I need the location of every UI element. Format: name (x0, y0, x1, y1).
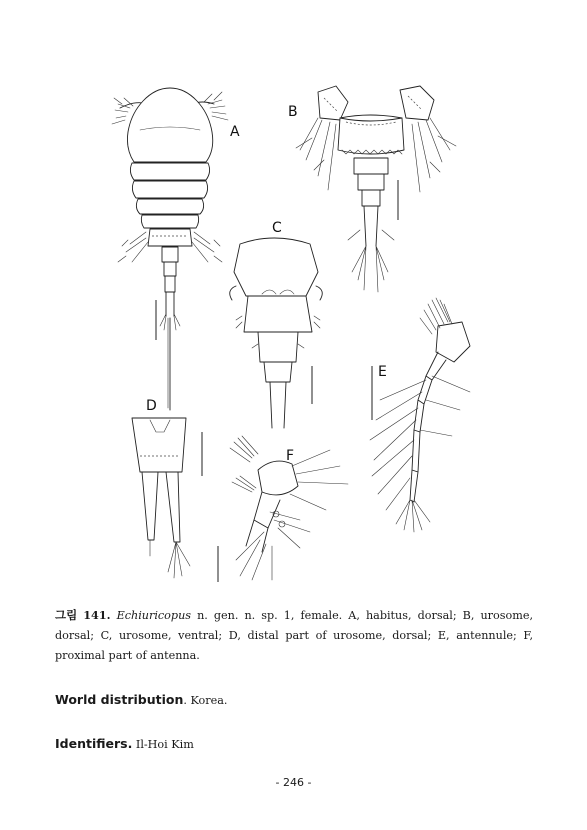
panel-label-d: D (146, 398, 157, 414)
identifiers-section (55, 736, 194, 751)
figure-caption (55, 605, 533, 666)
panel-b-urosome-dorsal (296, 86, 456, 292)
world-distribution-section (55, 692, 227, 707)
panel-label-b: B (288, 104, 298, 120)
species-name: Echiuricopus (116, 609, 192, 622)
panel-label-f: F (286, 448, 295, 464)
page-number: - 246 - (275, 776, 312, 789)
panel-a-habitus (112, 88, 228, 410)
figure-label: 그림 (55, 608, 78, 622)
panel-label-c: C (272, 220, 282, 236)
world-distribution-text: . Korea. (183, 694, 228, 707)
panel-label-a: A (230, 124, 240, 140)
panel-e-antennule (370, 298, 470, 532)
panel-f-antenna (218, 436, 348, 582)
panel-label-e: E (378, 364, 387, 380)
panel-c-urosome-ventral (230, 238, 323, 428)
figure-number: 141. (83, 608, 111, 622)
caption-text: n. gen. n. sp. 1, female. A, habitus, dorsal; B, urosome, dorsal; C, urosome, ventral; D, distal part of urosome, dorsal; E, antennule; F, proximal part of antenna. (55, 609, 533, 662)
panel-d-distal-urosome (132, 418, 202, 578)
identifiers-text: Il-Hoi Kim (132, 738, 194, 751)
identifiers-heading: Identifiers. (55, 736, 133, 751)
world-distribution-heading: World distribution (55, 692, 184, 707)
